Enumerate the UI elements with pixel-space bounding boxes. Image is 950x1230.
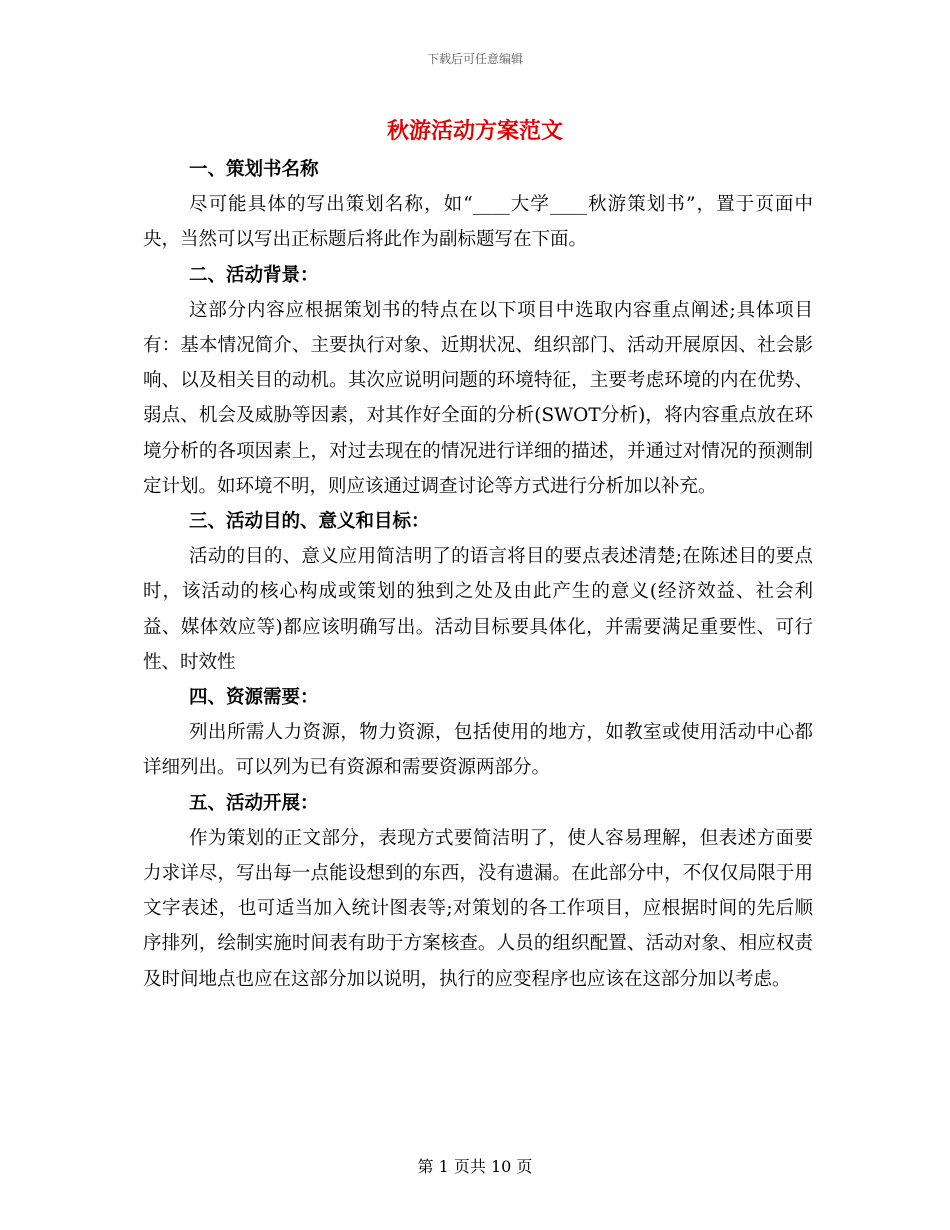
section-3 (143, 504, 813, 680)
section-paragraph: 这部分内容应根据策划书的特点在以下项目中选取内容重点阐述;具体项目有：基本情况简介、主要执行对象、近期状况、组织部门、活动开展原因、社会影响、以及相关目的动机。其次应说明问题的环境特征，主要考虑环境的内在优势、弱点、机会及威胁等因素，对其作好全面的分析(SWOT分析)，将内容重点放在环境分析的各项因素上，对过去现在的情况进行详细的描述，并通过对情况的预测制定计划。如环境不明，则应该通过调查讨论等方式进行分析加以补充。 (143, 299, 813, 497)
section-2 (143, 258, 813, 504)
section-heading: 一、策划书名称 (189, 159, 319, 180)
section-paragraph: 尽可能具体的写出策划名称，如“____大学____秋游策划书”，置于页面中央，当然可以写出正标题后将此作为副标题写在下面。 (143, 194, 813, 251)
section-heading: 二、活动背景： (189, 264, 319, 286)
document-body (143, 152, 813, 997)
document-title: 秋游活动方案范文 (386, 118, 563, 144)
section-paragraph: 列出所需人力资源，物力资源，包括使用的地方，如教室或使用活动中心都详细列出。可以列为已有资源和需要资源两部分。 (143, 722, 813, 779)
section-heading: 三、活动目的、意义和目标： (189, 511, 430, 533)
section-heading: 四、资源需要： (189, 687, 319, 709)
section-5 (143, 786, 813, 997)
page-header: 下载后可任意编辑 (426, 52, 523, 66)
section-paragraph: 活动的目的、意义应用简洁明了的语言将目的要点表述清楚;在陈述目的要点时，该活动的核心构成或策划的独到之处及由此产生的意义(经济效益、社会利益、媒体效应等)都应该明确写出。活动目标要具体化，并需要满足重要性、可行性、时效性 (143, 546, 813, 673)
section-paragraph: 作为策划的正文部分，表现方式要简洁明了，使人容易理解，但表述方面要力求详尽，写出每一点能设想到的东西，没有遗漏。在此部分中，不仅仅局限于用文字表述，也可适当加入统计图表等;对策划的各工作项目，应根据时间的先后顺序排列，绘制实施时间表有助于方案核查。人员的组织配置、活动对象、相应权责及时间地点也应在这部分加以说明，执行的应变程序也应该在这部分加以考虑。 (143, 827, 813, 990)
section-heading: 五、活动开展： (189, 792, 319, 814)
section-4 (143, 680, 813, 786)
section-1 (143, 152, 813, 258)
page-footer: 第 1 页共 10 页 (417, 1157, 533, 1176)
